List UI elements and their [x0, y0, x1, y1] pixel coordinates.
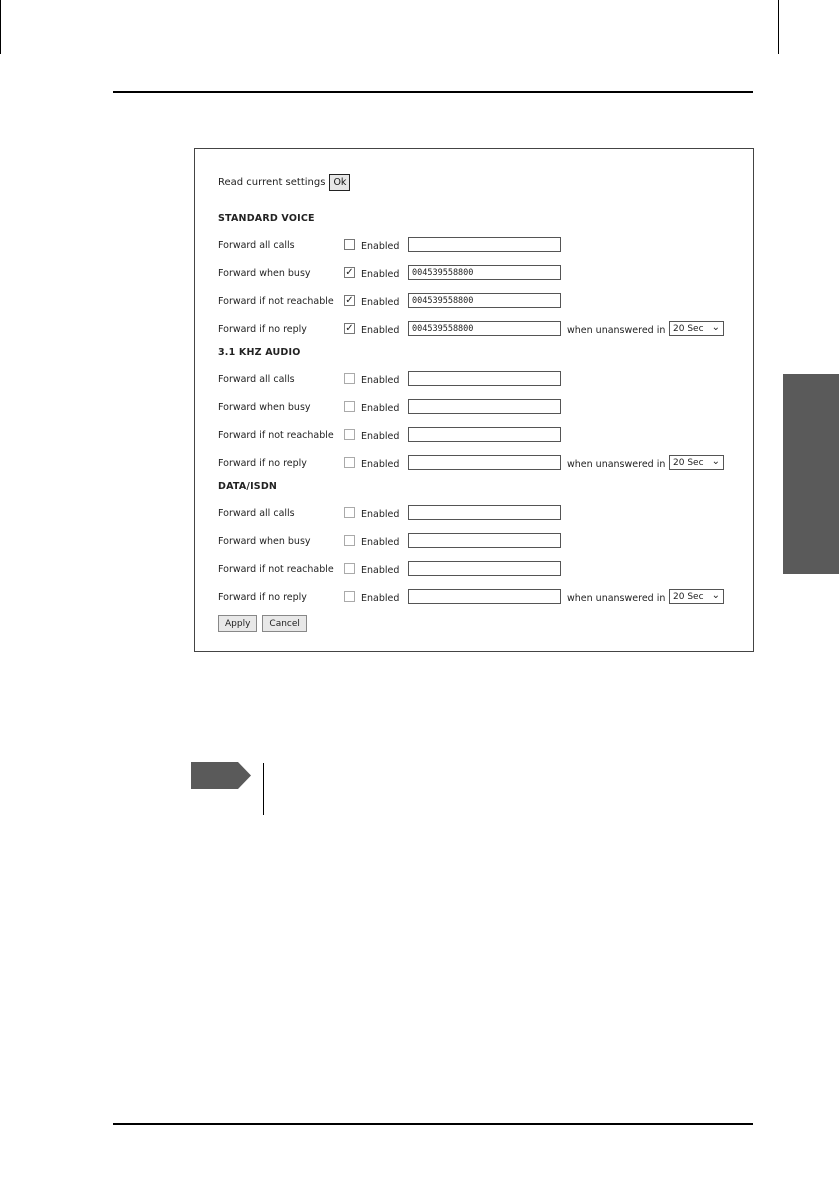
- forward-label: Forward when busy: [218, 268, 311, 279]
- forward-number-input[interactable]: [408, 589, 561, 604]
- forward-label: Forward if no reply: [218, 458, 307, 469]
- forward-label: Forward if no reply: [218, 592, 307, 603]
- action-buttons: [218, 615, 307, 632]
- enabled-label: Enabled: [361, 509, 400, 520]
- note-divider: [263, 763, 264, 815]
- unanswered-label: when unanswered in: [567, 593, 666, 604]
- read-settings-label: Read current settings: [218, 177, 326, 188]
- forward-number-input[interactable]: 004539558800: [408, 265, 561, 280]
- delay-value: 20 Sec: [673, 458, 704, 468]
- enabled-label: Enabled: [361, 325, 400, 336]
- apply-button[interactable]: Apply: [218, 615, 257, 632]
- delay-value: 20 Sec: [673, 324, 704, 334]
- enabled-label: Enabled: [361, 593, 400, 604]
- delay-select[interactable]: [669, 455, 724, 470]
- enabled-checkbox[interactable]: [344, 535, 355, 546]
- forward-label: Forward when busy: [218, 402, 311, 413]
- unanswered-label: when unanswered in: [567, 459, 666, 470]
- forward-row: [218, 455, 738, 473]
- forward-label: Forward all calls: [218, 508, 295, 519]
- enabled-label: Enabled: [361, 269, 400, 280]
- enabled-checkbox[interactable]: [344, 295, 355, 306]
- forward-row: [218, 427, 738, 445]
- enabled-checkbox[interactable]: [344, 323, 355, 334]
- forward-label: Forward if no reply: [218, 324, 307, 335]
- chevron-down-icon: ⌄: [711, 456, 720, 467]
- enabled-label: Enabled: [361, 537, 400, 548]
- enabled-checkbox[interactable]: [344, 457, 355, 468]
- note-arrow-icon: [191, 762, 251, 789]
- chapter-side-tab: [783, 374, 839, 574]
- check-icon: ✓: [345, 295, 354, 306]
- crop-mark-right: [778, 0, 779, 54]
- enabled-checkbox[interactable]: [344, 267, 355, 278]
- forward-label: Forward when busy: [218, 536, 311, 547]
- forward-number-input[interactable]: [408, 561, 561, 576]
- forward-row: [218, 533, 738, 551]
- forward-label: Forward all calls: [218, 240, 295, 251]
- enabled-label: Enabled: [361, 375, 400, 386]
- forward-row: [218, 321, 738, 339]
- delay-select[interactable]: [669, 589, 724, 604]
- enabled-checkbox[interactable]: [344, 507, 355, 518]
- enabled-checkbox[interactable]: [344, 401, 355, 412]
- forward-label: Forward if not reachable: [218, 296, 334, 307]
- forward-number-input[interactable]: [408, 455, 561, 470]
- chevron-down-icon: ⌄: [711, 590, 720, 601]
- forward-number-input[interactable]: [408, 399, 561, 414]
- forward-row: [218, 265, 738, 283]
- header-rule: [113, 91, 753, 93]
- forward-number-input[interactable]: 004539558800: [408, 293, 561, 308]
- forward-number-input[interactable]: [408, 427, 561, 442]
- delay-value: 20 Sec: [673, 592, 704, 602]
- enabled-label: Enabled: [361, 431, 400, 442]
- chevron-down-icon: ⌄: [711, 322, 720, 333]
- enabled-label: Enabled: [361, 241, 400, 252]
- forward-number-input[interactable]: [408, 237, 561, 252]
- section-title: 3.1 KHZ AUDIO: [218, 347, 301, 358]
- forward-label: Forward all calls: [218, 374, 295, 385]
- enabled-label: Enabled: [361, 297, 400, 308]
- forward-row: [218, 589, 738, 607]
- enabled-label: Enabled: [361, 459, 400, 470]
- crop-mark-left: [0, 0, 1, 54]
- forward-row: [218, 293, 738, 311]
- unanswered-label: when unanswered in: [567, 325, 666, 336]
- forward-label: Forward if not reachable: [218, 430, 334, 441]
- check-icon: ✓: [345, 323, 354, 334]
- forward-number-input[interactable]: [408, 533, 561, 548]
- section-title: DATA/ISDN: [218, 481, 278, 492]
- forward-number-input[interactable]: [408, 505, 561, 520]
- section-title: STANDARD VOICE: [218, 213, 315, 224]
- forward-row: [218, 505, 738, 523]
- enabled-checkbox[interactable]: [344, 591, 355, 602]
- delay-select[interactable]: [669, 321, 724, 336]
- forward-row: [218, 371, 738, 389]
- forward-label: Forward if not reachable: [218, 564, 334, 575]
- forward-row: [218, 399, 738, 417]
- enabled-label: Enabled: [361, 403, 400, 414]
- enabled-checkbox[interactable]: [344, 563, 355, 574]
- cancel-button[interactable]: Cancel: [262, 615, 307, 632]
- forward-row: [218, 237, 738, 255]
- footer-rule: [113, 1123, 753, 1125]
- ok-button[interactable]: Ok: [329, 174, 350, 191]
- forward-number-input[interactable]: [408, 371, 561, 386]
- call-forwarding-panel: [194, 148, 754, 652]
- enabled-label: Enabled: [361, 565, 400, 576]
- enabled-checkbox[interactable]: [344, 373, 355, 384]
- forward-number-input[interactable]: 004539558800: [408, 321, 561, 336]
- check-icon: ✓: [345, 267, 354, 278]
- forward-row: [218, 561, 738, 579]
- read-settings-row: [218, 174, 350, 191]
- enabled-checkbox[interactable]: [344, 429, 355, 440]
- enabled-checkbox[interactable]: [344, 239, 355, 250]
